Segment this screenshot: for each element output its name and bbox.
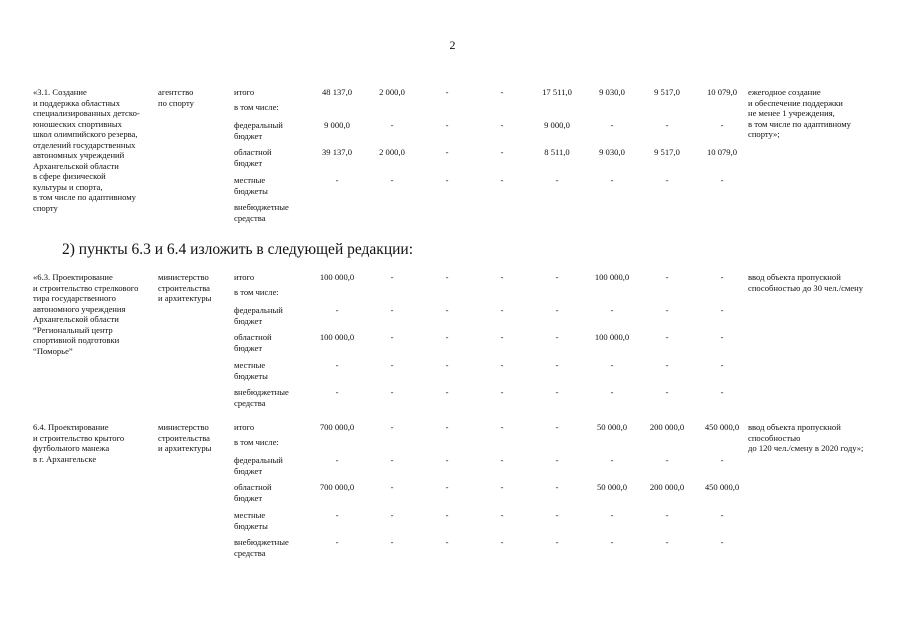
funding-value-cell: 50 000,0 bbox=[596, 422, 628, 432]
funding-value-cell: - bbox=[555, 175, 559, 185]
funding-value-cell: 100 000,0 bbox=[594, 332, 630, 342]
funding-source-label: областной бюджет bbox=[234, 147, 272, 168]
funding-source-label: в том числе: bbox=[234, 437, 279, 447]
funding-value-cell: - bbox=[665, 332, 669, 342]
funding-value-cell: - bbox=[390, 455, 394, 465]
funding-value-cell: - bbox=[665, 510, 669, 520]
funding-value-cell: 200 000,0 bbox=[649, 422, 685, 432]
funding-value-cell: - bbox=[555, 360, 559, 370]
measure-executor: агентство по спорту bbox=[158, 87, 194, 108]
funding-value-cell: - bbox=[665, 175, 669, 185]
funding-value-cell: 9 030,0 bbox=[599, 87, 625, 97]
funding-value-cell: 9 517,0 bbox=[654, 87, 680, 97]
funding-value-cell: - bbox=[610, 305, 614, 315]
funding-value-cell: - bbox=[445, 175, 449, 185]
funding-value-cell: - bbox=[390, 120, 394, 130]
funding-value-cell: - bbox=[335, 175, 339, 185]
funding-source-label: областной бюджет bbox=[234, 332, 272, 353]
funding-value-cell: 100 000,0 bbox=[319, 272, 355, 282]
funding-value-cell: 10 079,0 bbox=[706, 147, 738, 157]
funding-source-label: местные бюджеты bbox=[234, 360, 268, 381]
funding-value-cell: - bbox=[335, 305, 339, 315]
funding-value-cell: - bbox=[335, 455, 339, 465]
funding-source-label: внебюджетные средства bbox=[234, 537, 289, 558]
funding-value-cell: - bbox=[500, 305, 504, 315]
funding-value-cell: 8 511,0 bbox=[544, 147, 570, 157]
funding-value-cell: - bbox=[445, 482, 449, 492]
funding-value-cell: - bbox=[335, 360, 339, 370]
funding-value-cell: - bbox=[720, 537, 724, 547]
funding-value-cell: - bbox=[665, 360, 669, 370]
funding-value-cell: - bbox=[720, 510, 724, 520]
funding-value-cell: - bbox=[720, 387, 724, 397]
funding-source-label: федеральный бюджет bbox=[234, 305, 283, 326]
funding-source-label: местные бюджеты bbox=[234, 175, 268, 196]
funding-value-cell: - bbox=[720, 272, 724, 282]
funding-source-label: внебюджетные средства bbox=[234, 387, 289, 408]
measure-result-note: ввод объекта пропускной способностью до 120 чел./смену в 2020 году»; bbox=[748, 422, 864, 453]
funding-value-cell: 39 137,0 bbox=[321, 147, 353, 157]
funding-value-cell: - bbox=[390, 482, 394, 492]
funding-value-cell: - bbox=[555, 455, 559, 465]
funding-value-cell: - bbox=[610, 537, 614, 547]
funding-source-label: федеральный бюджет bbox=[234, 120, 283, 141]
funding-value-cell: - bbox=[500, 537, 504, 547]
funding-value-cell: 450 000,0 bbox=[704, 422, 740, 432]
funding-source-label: итого bbox=[234, 272, 255, 282]
funding-value-cell: - bbox=[720, 360, 724, 370]
funding-value-cell: - bbox=[500, 510, 504, 520]
funding-value-cell: - bbox=[610, 175, 614, 185]
funding-value-cell: - bbox=[500, 360, 504, 370]
funding-value-cell: - bbox=[555, 537, 559, 547]
funding-value-cell: 200 000,0 bbox=[649, 482, 685, 492]
funding-source-label: федеральный бюджет bbox=[234, 455, 283, 476]
funding-value-cell: - bbox=[665, 455, 669, 465]
measure-description: 6.4. Проектирование и строительство крытого футбольного манежа в г. Архангельске bbox=[33, 422, 125, 464]
funding-value-cell: - bbox=[500, 87, 504, 97]
funding-value-cell: - bbox=[500, 332, 504, 342]
funding-value-cell: - bbox=[445, 332, 449, 342]
funding-value-cell: - bbox=[445, 272, 449, 282]
measure-result-note: ввод объекта пропускной способностью до 30 чел./смену bbox=[748, 272, 864, 293]
funding-value-cell: 700 000,0 bbox=[319, 422, 355, 432]
funding-value-cell: - bbox=[445, 422, 449, 432]
funding-value-cell: - bbox=[665, 537, 669, 547]
funding-value-cell: - bbox=[445, 360, 449, 370]
funding-value-cell: - bbox=[500, 272, 504, 282]
funding-value-cell: - bbox=[335, 387, 339, 397]
funding-value-cell: 9 517,0 bbox=[654, 147, 680, 157]
funding-value-cell: 9 030,0 bbox=[599, 147, 625, 157]
funding-value-cell: - bbox=[500, 482, 504, 492]
funding-value-cell: - bbox=[390, 332, 394, 342]
funding-value-cell: - bbox=[555, 272, 559, 282]
funding-value-cell: - bbox=[500, 422, 504, 432]
funding-value-cell: - bbox=[665, 120, 669, 130]
funding-value-cell: 450 000,0 bbox=[704, 482, 740, 492]
funding-value-cell: - bbox=[610, 510, 614, 520]
measure-executor: министерство строительства и архитектуры bbox=[158, 272, 212, 303]
funding-value-cell: - bbox=[610, 360, 614, 370]
funding-value-cell: 9 000,0 bbox=[324, 120, 350, 130]
funding-source-label: итого bbox=[234, 422, 255, 432]
funding-source-label: местные бюджеты bbox=[234, 510, 268, 531]
funding-value-cell: - bbox=[445, 537, 449, 547]
funding-value-cell: - bbox=[335, 537, 339, 547]
funding-value-cell: - bbox=[555, 305, 559, 315]
funding-value-cell: - bbox=[390, 272, 394, 282]
funding-source-label: итого bbox=[234, 87, 255, 97]
funding-value-cell: - bbox=[445, 120, 449, 130]
funding-value-cell: - bbox=[445, 87, 449, 97]
funding-value-cell: - bbox=[390, 537, 394, 547]
funding-value-cell: - bbox=[720, 332, 724, 342]
measure-description: «3.1. Создание и поддержка областных специализированных детско- юношеских спортивных школ олимпийского резерва, отделений государственных автономных учреждений Архангельской области в сфере физической культуры и спорта, в том числе по адаптивному спорту bbox=[33, 87, 140, 213]
funding-value-cell: - bbox=[555, 332, 559, 342]
funding-value-cell: - bbox=[445, 455, 449, 465]
funding-value-cell: - bbox=[665, 272, 669, 282]
funding-value-cell: - bbox=[610, 387, 614, 397]
funding-value-cell: - bbox=[610, 120, 614, 130]
funding-value-cell: - bbox=[500, 387, 504, 397]
funding-value-cell: 100 000,0 bbox=[594, 272, 630, 282]
funding-value-cell: - bbox=[390, 360, 394, 370]
funding-value-cell: - bbox=[720, 175, 724, 185]
section-heading: 2) пункты 6.3 и 6.4 изложить в следующей редакции: bbox=[62, 241, 414, 258]
funding-value-cell: 100 000,0 bbox=[319, 332, 355, 342]
funding-value-cell: - bbox=[335, 510, 339, 520]
funding-value-cell: - bbox=[720, 305, 724, 315]
funding-value-cell: - bbox=[390, 510, 394, 520]
funding-value-cell: - bbox=[610, 455, 614, 465]
funding-source-label: в том числе: bbox=[234, 287, 279, 297]
funding-value-cell: - bbox=[390, 387, 394, 397]
funding-value-cell: 50 000,0 bbox=[596, 482, 628, 492]
funding-value-cell: 2 000,0 bbox=[379, 147, 405, 157]
measure-executor: министерство строительства и архитектуры bbox=[158, 422, 212, 453]
funding-source-label: в том числе: bbox=[234, 102, 279, 112]
funding-value-cell: - bbox=[555, 510, 559, 520]
funding-value-cell: - bbox=[720, 120, 724, 130]
funding-value-cell: - bbox=[500, 455, 504, 465]
funding-value-cell: 2 000,0 bbox=[379, 87, 405, 97]
funding-source-label: областной бюджет bbox=[234, 482, 272, 503]
funding-value-cell: - bbox=[555, 422, 559, 432]
funding-value-cell: 700 000,0 bbox=[319, 482, 355, 492]
funding-value-cell: - bbox=[390, 422, 394, 432]
funding-value-cell: 9 000,0 bbox=[544, 120, 570, 130]
funding-source-label: внебюджетные средства bbox=[234, 202, 289, 223]
funding-value-cell: - bbox=[390, 305, 394, 315]
funding-value-cell: - bbox=[500, 175, 504, 185]
funding-value-cell: 48 137,0 bbox=[321, 87, 353, 97]
funding-value-cell: - bbox=[445, 510, 449, 520]
funding-value-cell: - bbox=[720, 455, 724, 465]
funding-value-cell: - bbox=[445, 305, 449, 315]
funding-value-cell: - bbox=[555, 482, 559, 492]
funding-value-cell: - bbox=[500, 147, 504, 157]
measure-description: «6.3. Проектирование и строительство стрелкового тира государственного автономного учреждения Архангельской области “Региональный центр спортивной подготовки “Поморье” bbox=[33, 272, 139, 356]
funding-value-cell: - bbox=[500, 120, 504, 130]
funding-value-cell: - bbox=[665, 305, 669, 315]
funding-value-cell: - bbox=[555, 387, 559, 397]
funding-value-cell: - bbox=[445, 387, 449, 397]
funding-value-cell: - bbox=[390, 175, 394, 185]
measure-result-note: ежегодное создание и обеспечение поддержки не менее 1 учреждения, в том числе по адаптивному спорту»; bbox=[748, 87, 851, 139]
funding-value-cell: - bbox=[445, 147, 449, 157]
funding-value-cell: 10 079,0 bbox=[706, 87, 738, 97]
funding-value-cell: - bbox=[665, 387, 669, 397]
funding-value-cell: 17 511,0 bbox=[542, 87, 572, 97]
page-number: 2 bbox=[449, 38, 456, 52]
